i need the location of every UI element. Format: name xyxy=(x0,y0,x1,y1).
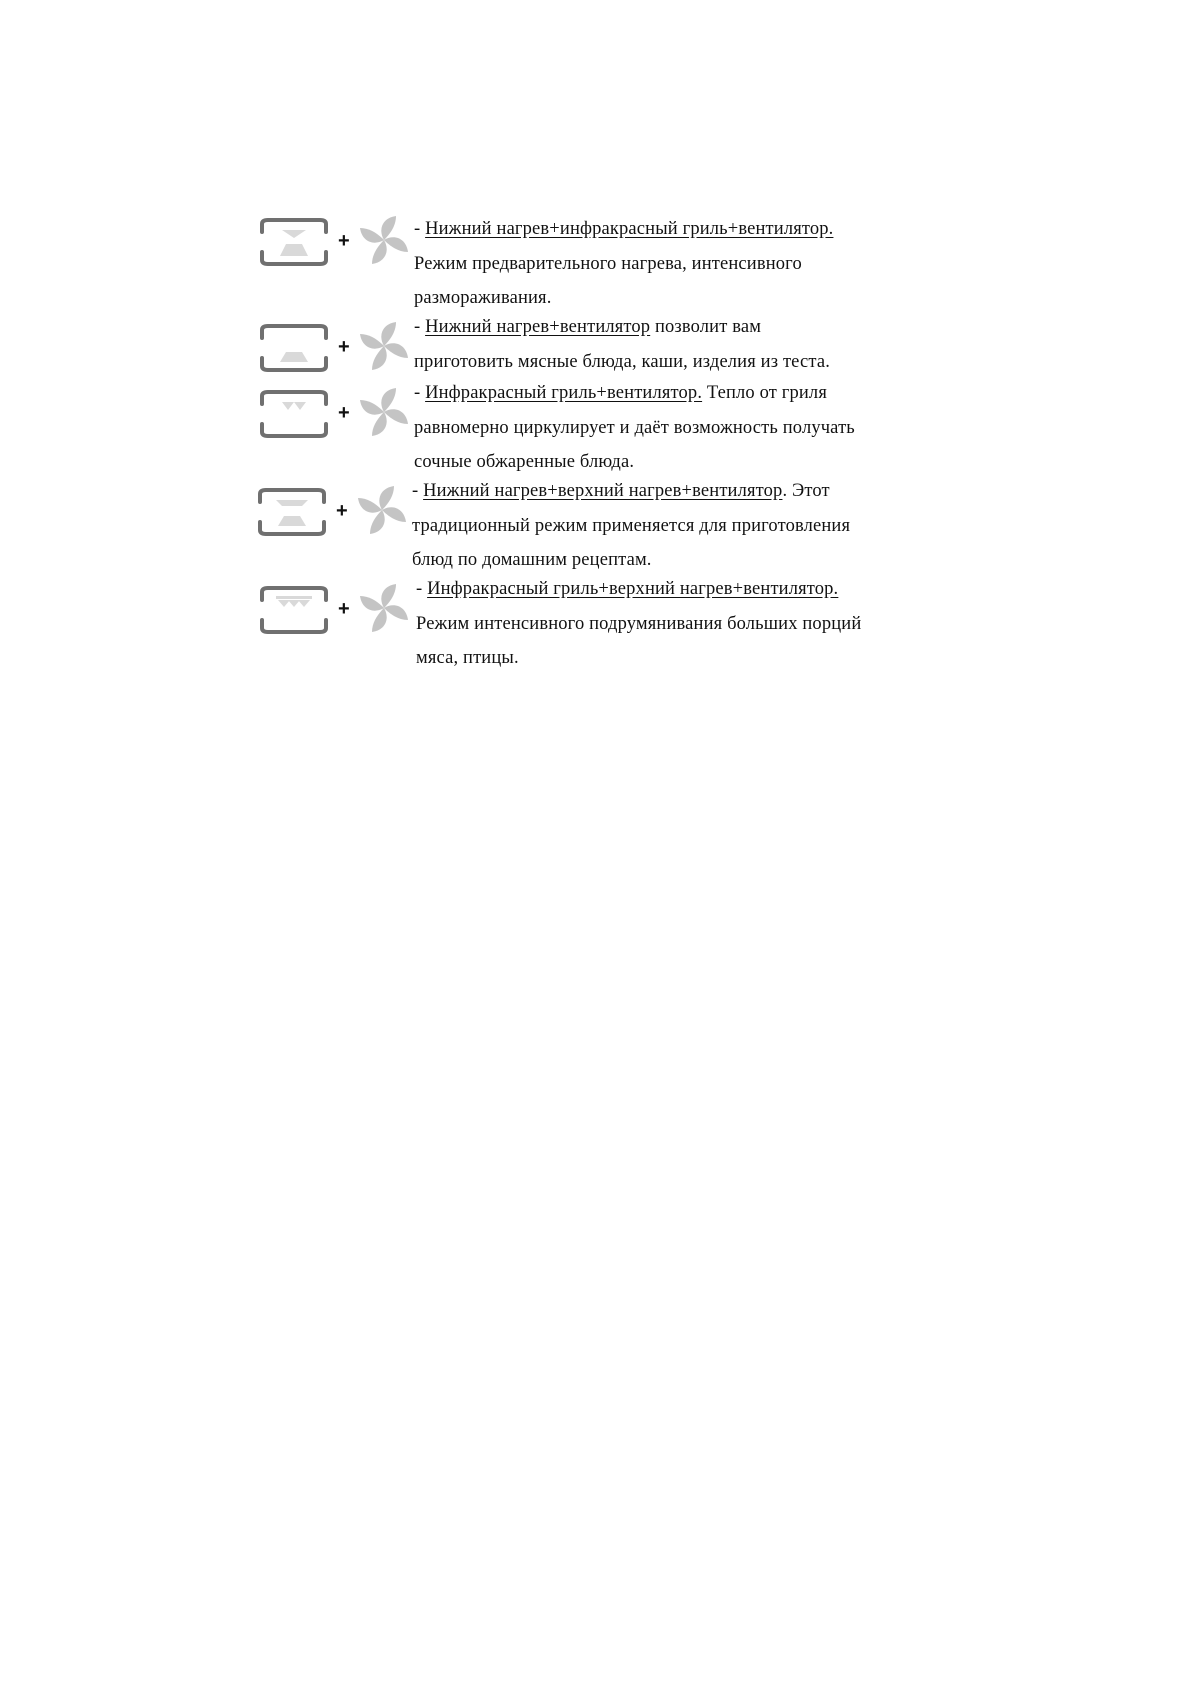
oven-bottom-heat-icon xyxy=(258,324,330,372)
mode-title: Инфракрасный гриль+вентилятор. xyxy=(425,383,703,403)
plus-sign: + xyxy=(336,500,348,522)
mode-icons xyxy=(256,482,406,542)
mode-description xyxy=(414,376,914,480)
plus-sign: + xyxy=(338,402,350,424)
mode-title: Инфракрасный гриль+верхний нагрев+вентилятор. xyxy=(427,579,839,599)
description-line: приготовить мясные блюда, каши, изделия из теста. xyxy=(414,351,830,372)
mode-icons xyxy=(258,318,408,378)
dash: - xyxy=(414,317,426,337)
plus-sign: + xyxy=(338,230,350,252)
description-line: сочные обжаренные блюда. xyxy=(414,452,635,472)
fan-icon xyxy=(356,384,412,440)
fan-icon xyxy=(354,482,410,538)
description-line: мяса, птицы. xyxy=(416,648,519,668)
fan-icon xyxy=(356,580,412,636)
oven-grill-top-heat-icon xyxy=(258,586,330,634)
description-line: размораживания. xyxy=(414,288,552,308)
description-line: Режим интенсивного подрумянивания больших порций xyxy=(416,613,862,634)
mode-title: Нижний нагрев+инфракрасный гриль+вентилятор. xyxy=(425,219,834,239)
dash: - xyxy=(414,219,426,239)
oven-bottom-heat-plus-grill-icon xyxy=(258,218,330,266)
mode-title-rest: позволит вам xyxy=(650,317,762,337)
mode-description xyxy=(414,212,914,316)
mode-description xyxy=(416,572,916,676)
mode-icons xyxy=(258,212,408,272)
plus-sign: + xyxy=(338,598,350,620)
oven-top-bottom-heat-icon xyxy=(256,488,328,536)
mode-icons xyxy=(258,384,408,444)
mode-icons xyxy=(258,580,408,640)
dash: - xyxy=(414,383,426,403)
oven-grill-icon xyxy=(258,390,330,438)
mode-title: Нижний нагрев+верхний нагрев+вентилятор xyxy=(423,481,783,501)
fan-icon xyxy=(356,212,412,268)
description-line: блюд по домашним рецептам. xyxy=(412,550,652,570)
description-line: Режим предварительного нагрева, интенсивного xyxy=(414,253,802,274)
plus-sign: + xyxy=(338,336,350,358)
mode-description xyxy=(412,474,912,578)
mode-description xyxy=(414,310,914,379)
dash: - xyxy=(416,579,428,599)
dash: - xyxy=(412,481,424,501)
mode-title-rest: . Этот xyxy=(782,481,830,501)
description-line: традиционный режим применяется для приготовления xyxy=(412,515,851,536)
description-line: равномерно циркулирует и даёт возможность получать xyxy=(414,417,855,438)
mode-title: Нижний нагрев+вентилятор xyxy=(425,317,651,337)
fan-icon xyxy=(356,318,412,374)
mode-title-rest: Тепло от гриля xyxy=(702,383,827,403)
